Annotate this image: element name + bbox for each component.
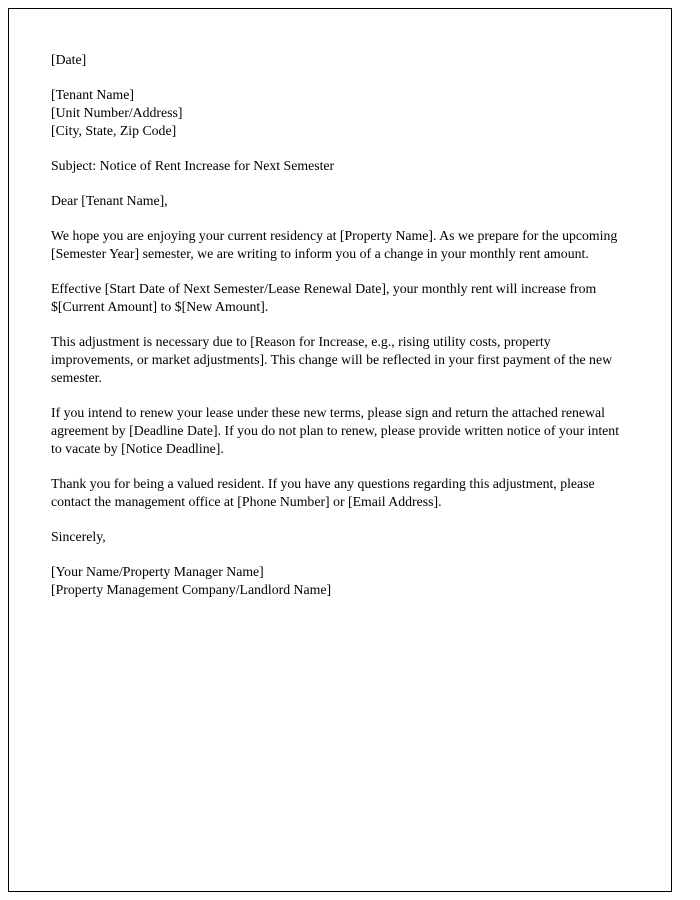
signature-block (51, 563, 629, 599)
body-paragraph: Thank you for being a valued resident. If you have any questions regarding this adjustment, please contact the management office at [Phone Number] or [Email Address]. (51, 476, 595, 509)
recipient-block (51, 86, 629, 140)
salutation: Dear [Tenant Name], (51, 193, 168, 208)
body-paragraph: Effective [Start Date of Next Semester/Lease Renewal Date], your monthly rent will increase from $[Current Amount] to $[New Amount]. (51, 281, 597, 314)
body-paragraph: We hope you are enjoying your current residency at [Property Name]. As we prepare for the upcoming [Semester Year] semester, we are writing to inform you of a change in your monthly rent amount. (51, 228, 618, 261)
signature-company: [Property Management Company/Landlord Name] (51, 582, 332, 597)
letter-page (8, 8, 672, 892)
body-paragraph: If you intend to renew your lease under these new terms, please sign and return the attached renewal agreement by [Deadline Date]. If you do not plan to renew, please provide written notice of your intent to vacate by [Notice Deadline]. (51, 405, 620, 456)
signature-name: [Your Name/Property Manager Name] (51, 564, 264, 579)
recipient-name: [Tenant Name] (51, 87, 134, 102)
closing: Sincerely, (51, 529, 106, 544)
subject-line: Subject: Notice of Rent Increase for Next Semester (51, 158, 335, 173)
recipient-city: [City, State, Zip Code] (51, 123, 177, 138)
body-paragraph: This adjustment is necessary due to [Reason for Increase, e.g., rising utility costs, property improvements, or market adjustments]. This change will be reflected in your first payment of the new semester. (51, 334, 613, 385)
date-line: [Date] (51, 52, 87, 67)
recipient-address: [Unit Number/Address] (51, 105, 183, 120)
